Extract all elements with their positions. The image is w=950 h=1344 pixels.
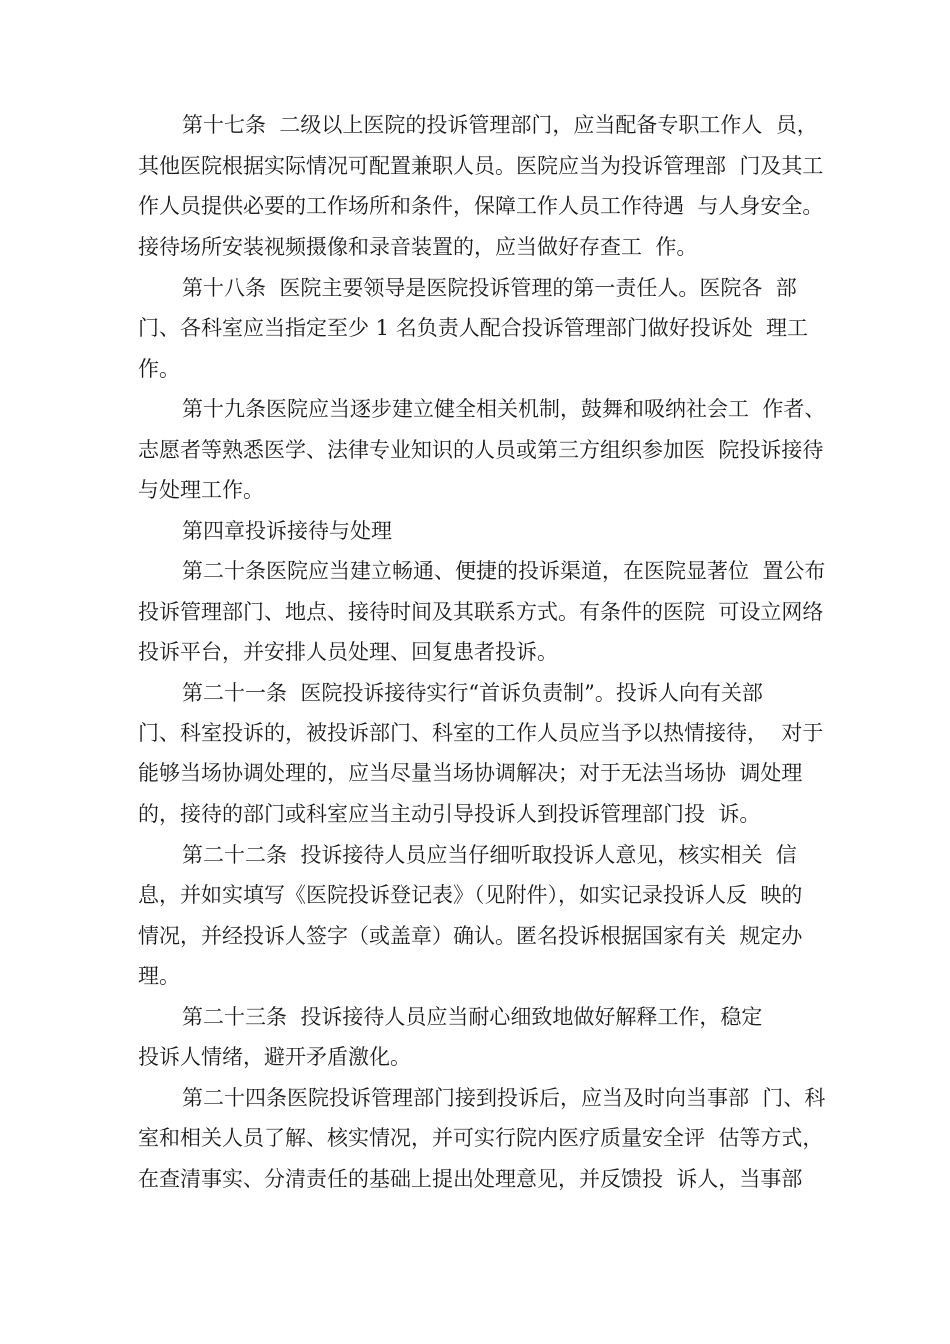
- chapter-heading: 第四章投诉接待与处理: [182, 519, 392, 543]
- text-line: 第二十二条 投诉接待人员应当仔细听取投诉人意见，核实相关 信: [182, 843, 797, 867]
- text-line: 的，接待的部门或科室应当主动引导投诉人到投诉管理部门投 诉。: [138, 802, 761, 826]
- text-line: 第十八条 医院主要领导是医院投诉管理的第一责任人。医院各 部: [182, 276, 797, 300]
- text-line: 第二十四条医院投诉管理部门接到投诉后，应当及时向当事部 门、科: [182, 1086, 826, 1110]
- text-line: 与处理工作。: [138, 478, 264, 502]
- text-line: 在查清事实、分清责任的基础上提出处理意见，并反馈投 诉人，当事部: [138, 1167, 803, 1191]
- text-line: 第二十一条 医院投诉接待实行“首诉负责制”。投诉人向有关部: [182, 681, 763, 705]
- text-line: 第十七条 二级以上医院的投诉管理部门，应当配备专职工作人 员，: [182, 113, 818, 137]
- text-line: 接待场所安装视频摄像和录音装置的，应当做好存查工 作。: [138, 235, 698, 259]
- text-line: 第十九条医院应当逐步建立健全相关机制，鼓舞和吸纳社会工 作者、: [182, 397, 826, 421]
- text-line: 息，并如实填写《医院投诉登记表》（见附件），如实记录投诉人反 映的: [138, 883, 803, 907]
- text-line: 其他医院根据实际情况可配置兼职人员。医院应当为投诉管理部 门及其工: [138, 154, 824, 178]
- text-line: 第二十三条 投诉接待人员应当耐心细致地做好解释工作，稳定: [182, 1005, 763, 1029]
- text-line: 投诉管理部门、地点、接待时间及其联系方式。有条件的医院 可设立网络: [138, 600, 824, 624]
- text-line: 理。: [138, 964, 180, 988]
- text-line: 投诉人情绪，避开矛盾激化。: [138, 1045, 411, 1069]
- text-line: 门、各科室应当指定至少 1 名负责人配合投诉管理部门做好投诉处 理工: [138, 316, 809, 340]
- text-line: 作。: [138, 357, 180, 381]
- text-line: 能够当场协调处理的，应当尽量当场协调解决；对于无法当场协 调处理: [138, 761, 803, 785]
- text-line: 第二十条医院应当建立畅通、便捷的投诉渠道，在医院显著位 置公布: [182, 559, 826, 583]
- text-line: 作人员提供必要的工作场所和条件，保障工作人员工作待遇 与人身安全。: [138, 194, 824, 218]
- text-line: 情况，并经投诉人签字（或盖章）确认。匿名投诉根据国家有关 规定办: [138, 924, 803, 948]
- text-line: 投诉平台，并安排人员处理、回复患者投诉。: [138, 640, 558, 664]
- text-line: 门、科室投诉的，被投诉部门、科室的工作人员应当予以热情接待， 对于: [138, 721, 824, 745]
- text-line: 志愿者等熟悉医学、法律专业知识的人员或第三方组织参加医 院投诉接待: [138, 438, 824, 462]
- text-line: 室和相关人员了解、核实情况，并可实行院内医疗质量安全评 估等方式，: [138, 1126, 824, 1150]
